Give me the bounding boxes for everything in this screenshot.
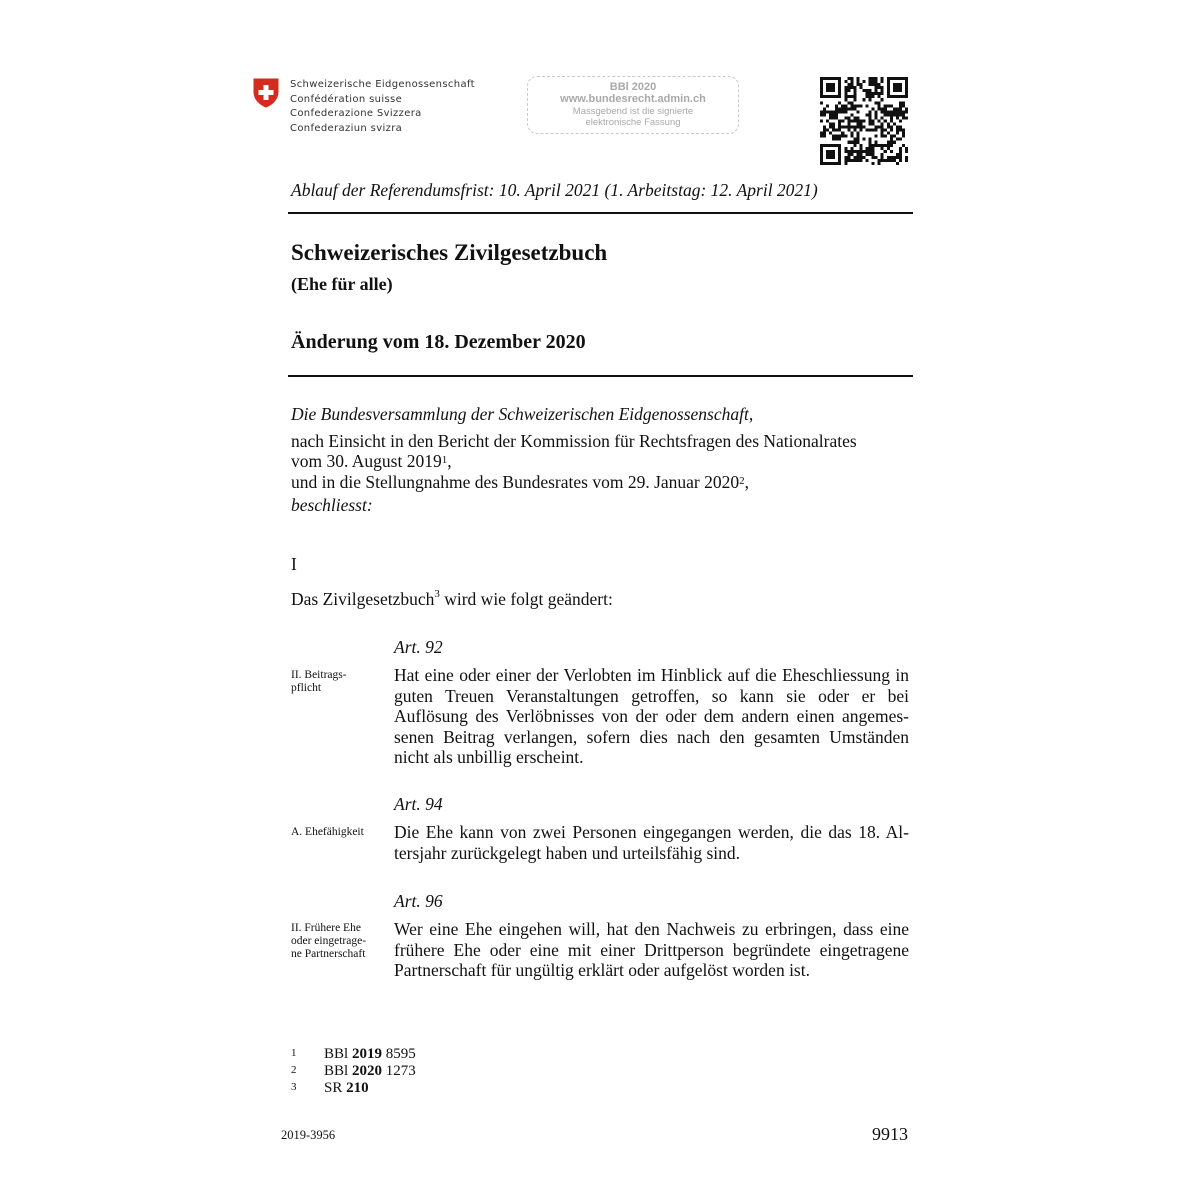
federation-line-de: Schweizerische Eidgenossenschaft [290, 79, 475, 90]
preamble-line-2-text: vom 30. August 2019 [291, 451, 442, 471]
preamble-line-3-end: , [744, 471, 749, 492]
swiss-crest-icon [253, 78, 279, 108]
qr-code-icon [820, 77, 908, 165]
margin-note-line: oder eingetrage- [291, 935, 367, 947]
footnote-text [324, 1063, 416, 1080]
preamble-line-2 [291, 451, 911, 472]
footnote-number: 2 [291, 1064, 297, 1076]
stamp-line-4: elektronische Fassung [585, 117, 681, 128]
margin-note [291, 826, 383, 839]
footnote [291, 1063, 416, 1080]
preamble-decision: beschliesst: [291, 495, 373, 515]
article-body: Wer eine Ehe eingehen will, hat den Nachweis zu erbringen, dass eine frühere Ehe oder eine mit einer Drittperson begründete eingetragene Partnerschaft für ungültig erklärt oder aufgelöst worden ist. [394, 919, 909, 980]
footnote-number: 1 [291, 1047, 297, 1059]
margin-note-line: pflicht [291, 682, 322, 694]
footnote-year: 2020 [351, 1063, 382, 1079]
section-number: I [291, 554, 297, 574]
act-title: Schweizerisches Zivilgesetzbuch [291, 240, 608, 265]
margin-note-line: A. Ehefähigkeit [291, 826, 364, 838]
footnote-prefix: BBl [324, 1046, 352, 1062]
footnote [291, 1046, 416, 1063]
amendment-date: Änderung vom 18. Dezember 2020 [291, 331, 586, 353]
margin-note-line: II. Frühere Ehe [291, 922, 361, 934]
footnote-prefix: SR [324, 1080, 347, 1096]
federation-line-fr: Confédération suisse [290, 93, 403, 105]
article-heading: Art. 92 [394, 637, 443, 657]
article-heading: Art. 94 [394, 794, 443, 814]
footnote-sr-number: 210 [346, 1080, 369, 1096]
document-id: 2019-3956 [281, 1128, 336, 1142]
margin-note-line: ne Partnerschaft [291, 948, 366, 960]
preamble [291, 404, 911, 516]
footnote-number: 3 [291, 1081, 297, 1093]
rule-bottom [288, 375, 913, 377]
footnote-prefix: BBl [324, 1063, 352, 1079]
stamp-line-2: www.bundesrecht.admin.ch [560, 93, 706, 105]
act-subtitle: (Ehe für alle) [291, 274, 393, 294]
intro-rest: wird wie folgt geändert: [439, 589, 613, 609]
preamble-line-2-end: , [447, 451, 452, 471]
footnote-page: 1273 [381, 1063, 416, 1079]
article-body: Die Ehe kann von zwei Personen eingegangen werden, die das 18. Altersjahr zurückgelegt haben und urteilsfähig sind. [394, 822, 909, 863]
margin-note-line: II. Beitrags- [291, 669, 347, 681]
preamble-line-1: nach Einsicht in den Bericht der Kommission für Rechtsfragen des Nationalrates [291, 430, 857, 451]
preamble-authority: Die Bundesversammlung der Schweizerischen Eidgenossenschaft, [291, 404, 754, 424]
intro-text: Das Zivilgesetzbuch [291, 589, 435, 609]
article-heading: Art. 96 [394, 891, 443, 911]
intro-sentence [291, 589, 613, 610]
footnote-page: 8595 [381, 1046, 416, 1062]
footnote-text [324, 1046, 416, 1063]
preamble-line-3 [291, 472, 911, 493]
margin-note [291, 669, 383, 695]
publication-stamp [527, 76, 739, 134]
footnote [291, 1080, 416, 1097]
footnote-ref-1: 1 [441, 454, 448, 466]
margin-note [291, 922, 383, 961]
footnote-year: 2019 [351, 1046, 382, 1062]
footnotes [291, 1046, 416, 1097]
page-number: 9913 [872, 1124, 908, 1144]
footnote-ref-3: 3 [434, 588, 440, 600]
preamble-line-3-text: und in die Stellungnahme des Bundesrates vom 29. Januar 2020 [291, 471, 740, 492]
stamp-line-3: Massgebend ist die signierte [572, 106, 694, 117]
federation-line-rm: Confederaziun svizra [290, 122, 403, 134]
federation-line-it: Confederazione Svizzera [290, 108, 422, 119]
stamp-line-1: BBl 2020 [609, 81, 657, 93]
federation-name [290, 78, 475, 136]
footnote-ref-2: 2 [739, 474, 745, 487]
footnote-text [324, 1080, 369, 1097]
rule-top [288, 212, 913, 214]
referendum-deadline: Ablauf der Referendumsfrist: 10. April 2021 (1. Arbeitstag: 12. April 2021) [291, 180, 818, 200]
article-body: Hat eine oder einer der Verlobten im Hinblick auf die Eheschliessung in guten Treuen Veranstaltungen getroffen, so kann sie oder er bei Auflösung des Verlöbnisses von der oder dem andern einen angemessenen Beitrag verlangen, sofern dies nach den gesamten Umständen nicht als unbillig erscheint. [394, 665, 909, 767]
